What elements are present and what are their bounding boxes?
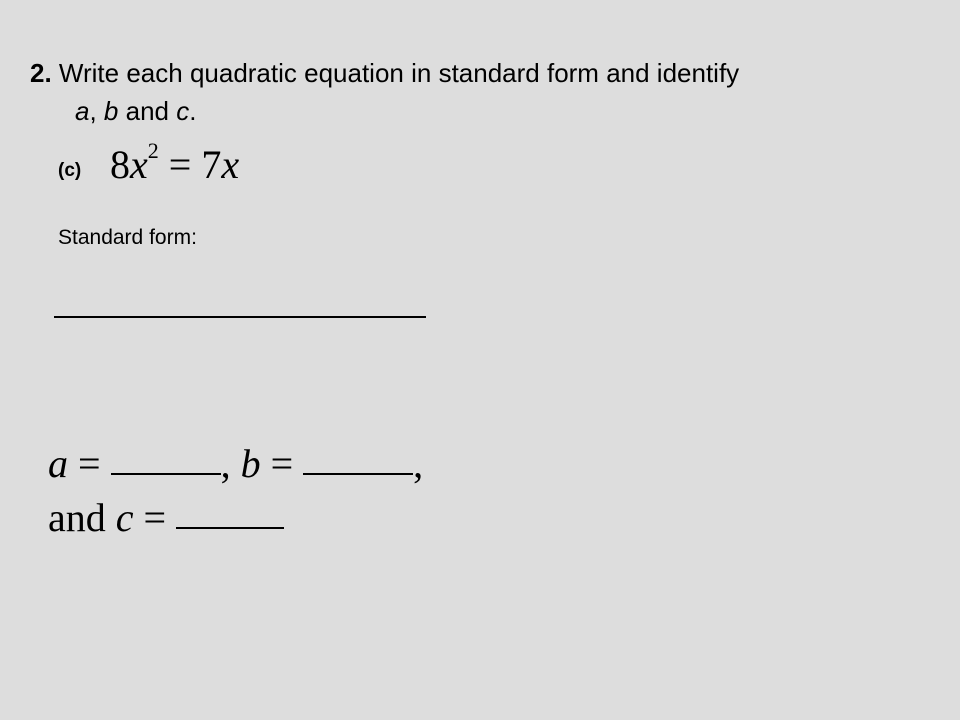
lhs-exponent: 2: [147, 138, 159, 163]
period-text: .: [189, 96, 197, 126]
standard-form-blank[interactable]: [54, 316, 426, 318]
comma-1: ,: [220, 441, 231, 486]
problem-heading: [30, 54, 739, 130]
problem-number: 2.: [30, 58, 52, 88]
a-var: a: [48, 441, 68, 486]
b-equals: =: [260, 441, 304, 486]
lhs-coeff: 8: [110, 142, 130, 187]
rhs-var: x: [221, 142, 240, 187]
and-word: and: [48, 495, 106, 540]
a-equals: =: [68, 441, 111, 486]
c-answer-line: [48, 494, 284, 542]
sep-text: ,: [89, 96, 104, 126]
c-var: c: [115, 495, 134, 540]
var-a-ref: a: [75, 96, 90, 126]
a-blank[interactable]: [111, 473, 221, 475]
part-label: (c): [58, 160, 82, 181]
var-b-ref: b: [103, 96, 119, 126]
instruction-text: Write each quadratic equation in standard form and identify: [58, 58, 740, 88]
ab-answer-line: [48, 440, 423, 488]
b-blank[interactable]: [303, 473, 413, 475]
lhs-var: x: [130, 142, 148, 187]
standard-form-label: Standard form:: [58, 226, 197, 249]
instruction-line-1: [30, 54, 739, 92]
c-blank[interactable]: [176, 527, 284, 529]
comma-2: ,: [413, 441, 424, 486]
and-text: and: [118, 96, 177, 126]
b-var: b: [240, 441, 261, 486]
c-equals: =: [133, 495, 177, 540]
instruction-line-2: [30, 92, 739, 130]
var-c-ref: c: [176, 96, 190, 126]
equation: [110, 138, 239, 188]
rhs-coeff: 7: [201, 142, 222, 187]
equals-sign: =: [158, 142, 202, 187]
